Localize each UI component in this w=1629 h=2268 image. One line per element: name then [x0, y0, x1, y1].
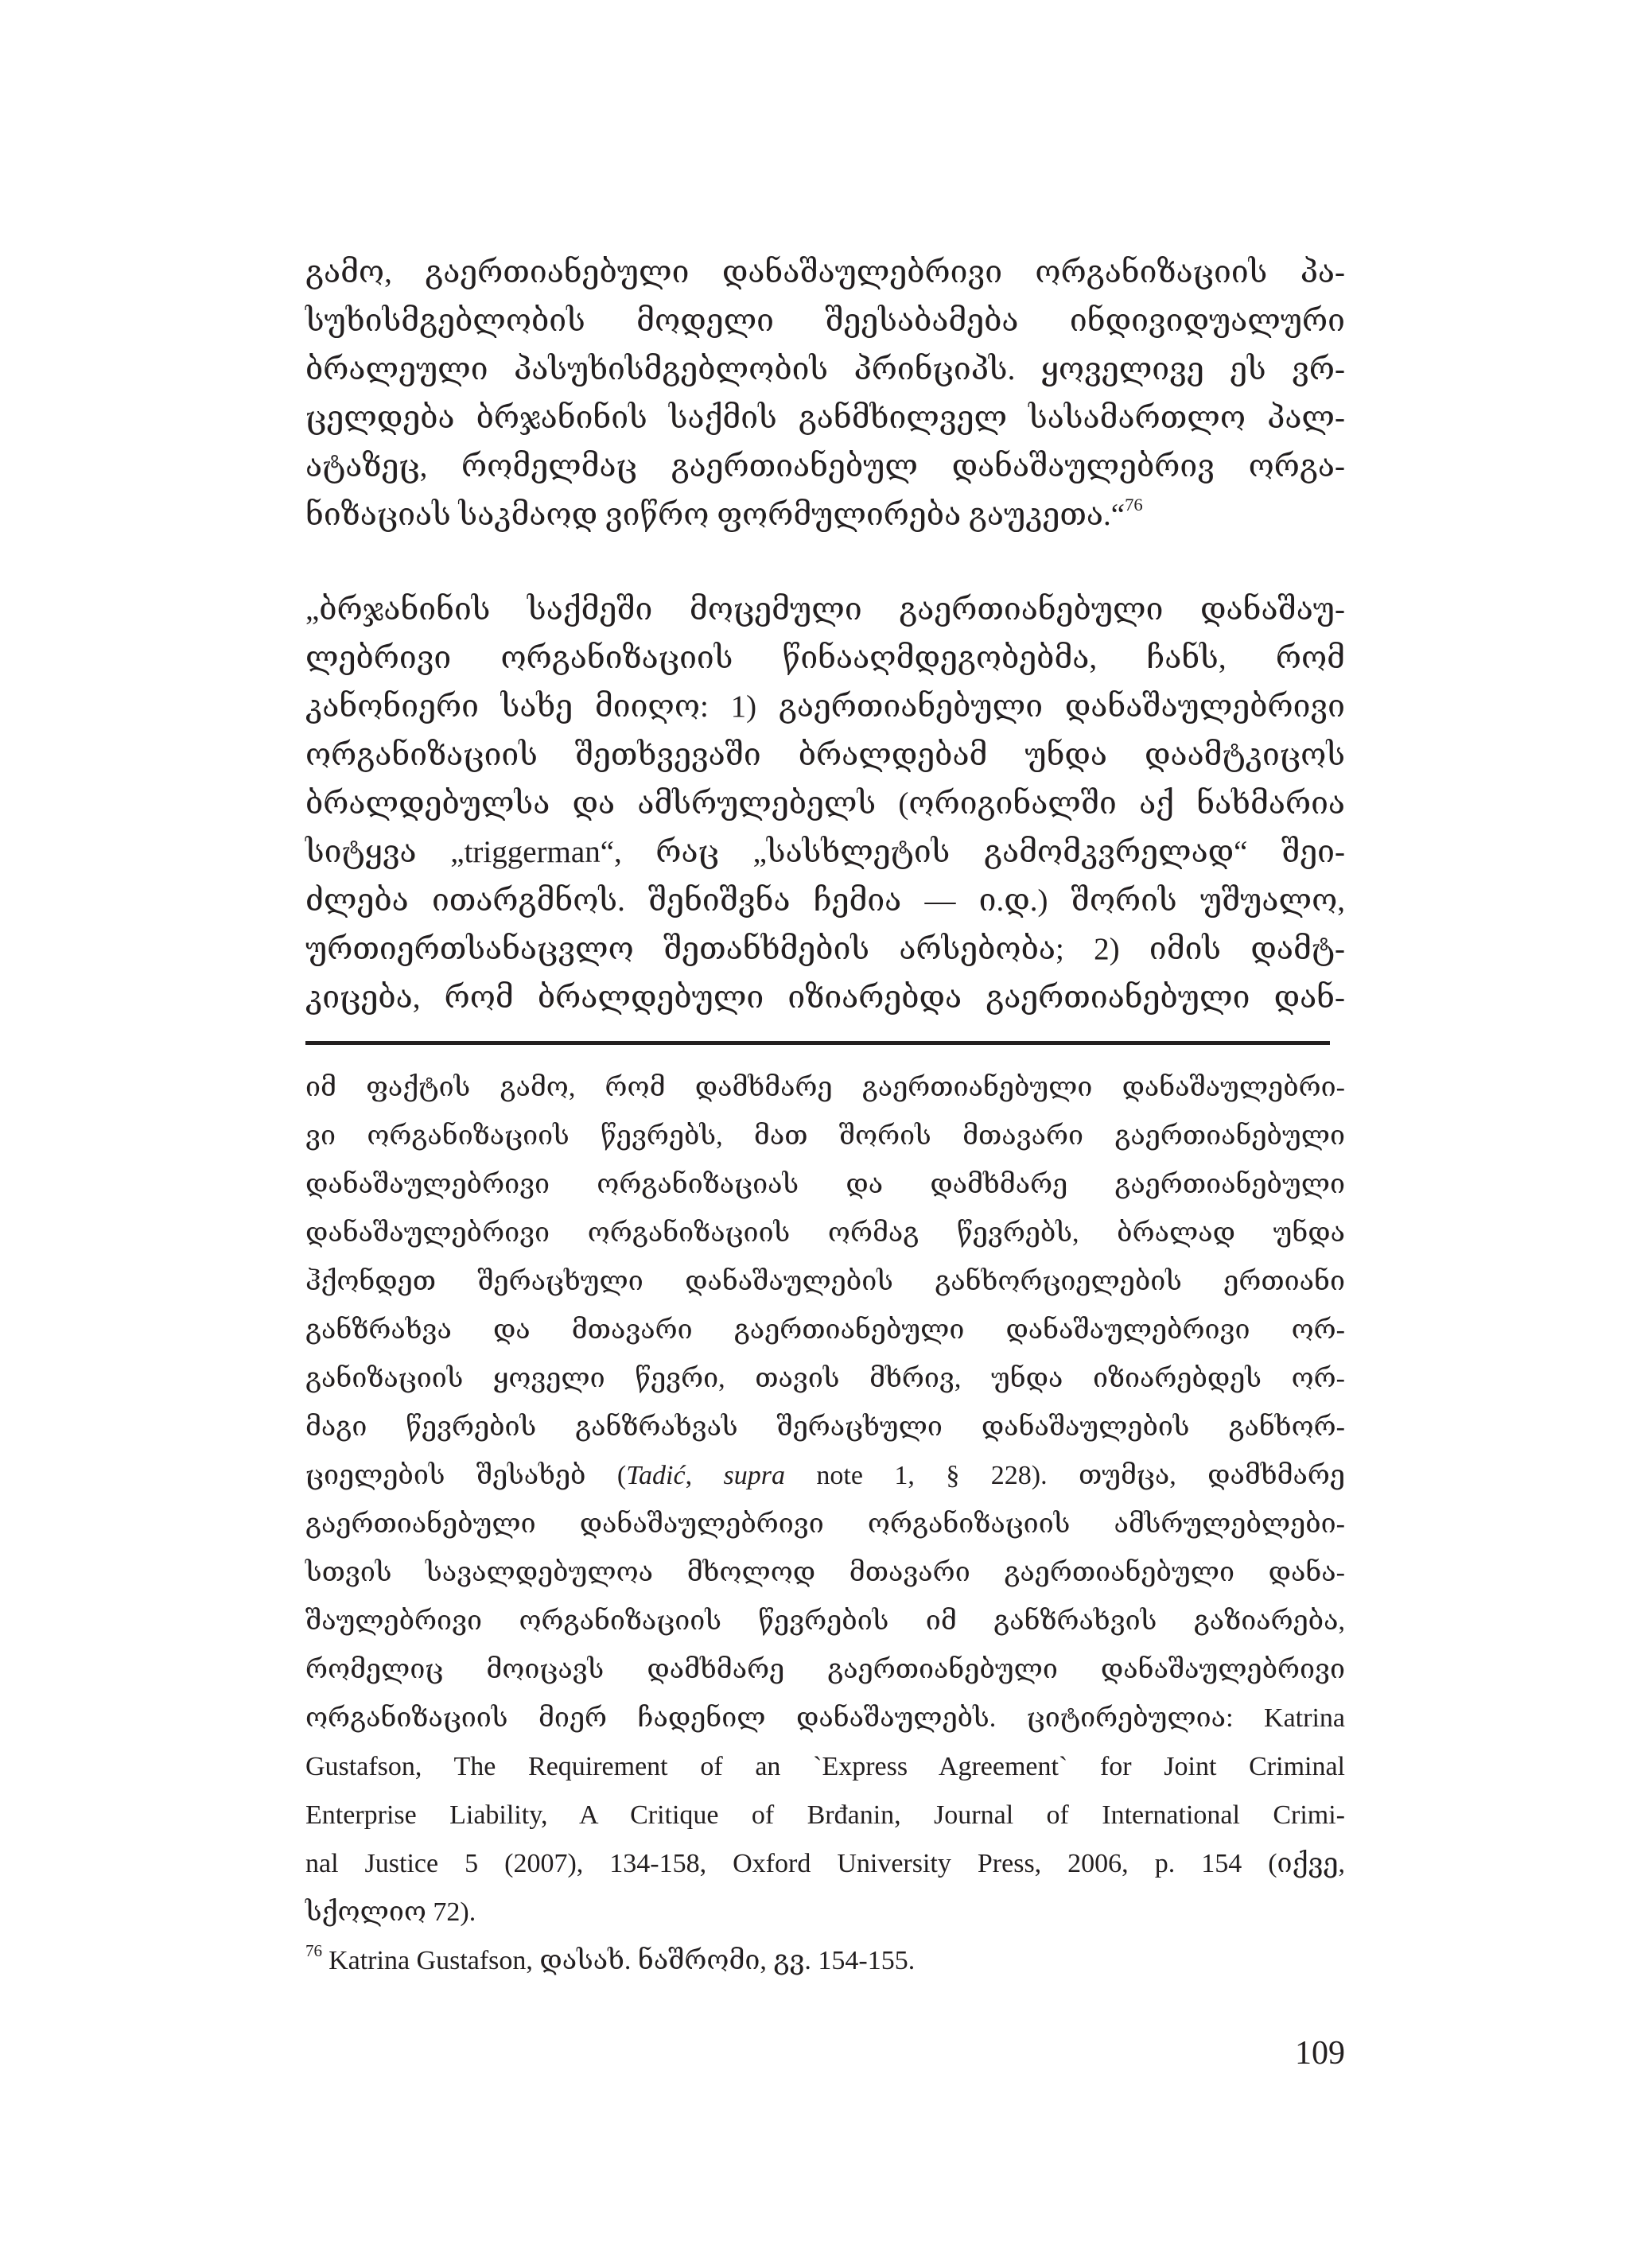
page-number: 109 [1295, 2035, 1345, 2072]
body-line: ძლება ითარგმნოს. შენიშვნა ჩემია — ი.დ.) შორის უშუალო, [305, 884, 1345, 918]
body-line-text: ნიზაციას საკმაოდ ვიწრო ფორმულირება გაუკეთა.“ [305, 498, 1126, 532]
footnote-number: 76 [305, 1941, 323, 1961]
body-line: კიცება, რომ ბრალდებული იზიარებდა გაერთიანებული დან- [305, 981, 1345, 1015]
footnote-76 [305, 1936, 1345, 1985]
footnote-line: რომელიც მოიცავს დამხმარე გაერთიანებული დანაშაულებრივი [305, 1655, 1345, 1684]
footnote-line: განზრახვა და მთავარი გაერთიანებული დანაშაულებრივი ორ- [305, 1315, 1345, 1345]
footnote-line: Gustafson, The Requirement of an `Express Agreement` for Joint Criminal [305, 1752, 1345, 1781]
footnote-line: ჰქონდეთ შერაცხული დანაშაულების განხორციელების ერთიანი [305, 1267, 1345, 1296]
body-line: ბრალდებულსა და ამსრულებელს (ორიგინალში აქ ნახმარია [305, 786, 1345, 821]
body-line: „ბრჯანინის საქმეში მოცემული გაერთიანებული დანაშაუ- [305, 592, 1345, 627]
footnote-line [305, 1451, 1345, 1500]
case-name-italic: Tadić [626, 1461, 686, 1490]
paragraph-1 [305, 248, 1345, 539]
footnote-text: ციელების შესახებ ( [305, 1461, 627, 1490]
footnote-text: , [685, 1461, 724, 1490]
footnote-text: note 1, § 228). თუმცა, დამხმარე [784, 1461, 1346, 1490]
footnote-ref-76: 76 [1125, 494, 1143, 515]
footnote-line: nal Justice 5 (2007), 134-158, Oxford University Press, 2006, p. 154 (იქვე, [305, 1849, 1345, 1878]
body-line [305, 491, 1345, 539]
footnote-76-text: Katrina Gustafson, დასახ. ნაშრომი, გვ. 154-155. [329, 1946, 916, 1975]
footnote-line: ვი ორგანიზაციის წევრებს, მათ შორის მთავარი გაერთიანებული [305, 1121, 1345, 1151]
footnote-line: შაულებრივი ორგანიზაციის წევრების იმ განზრახვის გაზიარება, [305, 1606, 1345, 1636]
footnote-continued [305, 1063, 1345, 1936]
footnote-separator-rule [305, 1041, 1330, 1045]
body-line: ბრალეული პასუხისმგებლობის პრინციპს. ყოველივე ეს ვრ- [305, 352, 1345, 386]
footnotes [305, 1063, 1345, 1985]
footnote-line: დანაშაულებრივი ორგანიზაციას და დამხმარე გაერთიანებული [305, 1170, 1345, 1199]
footnote-line: სთვის სავალდებულოა მხოლოდ მთავარი გაერთიანებული დანა- [305, 1558, 1345, 1587]
main-text [305, 248, 1345, 1022]
body-line: ლებრივი ორგანიზაციის წინააღმდეგობებმა, ჩანს, რომ [305, 641, 1345, 675]
paragraph-2 [305, 585, 1345, 1022]
latin-term-italic: supra [723, 1461, 785, 1490]
body-line: კანონიერი სახე მიიღო: 1) გაერთიანებული დანაშაულებრივი [305, 689, 1345, 724]
body-line: სიტყვა „triggerman“, რაც „სასხლეტის გამომკვრელად“ შეი- [305, 835, 1345, 869]
body-line: ორგანიზაციის შეთხვევაში ბრალდებამ უნდა დაამტკიცოს [305, 738, 1345, 772]
footnote-line: დანაშაულებრივი ორგანიზაციის ორმაგ წევრებს, ბრალად უნდა [305, 1218, 1345, 1248]
body-line: ურთიერთსანაცვლო შეთანხმების არსებობა; 2) იმის დამტ- [305, 932, 1345, 966]
body-line: ატაზეც, რომელმაც გაერთიანებულ დანაშაულებრივ ორგა- [305, 449, 1345, 484]
footnote-line: განიზაციის ყოველი წევრი, თავის მხრივ, უნდა იზიარებდეს ორ- [305, 1364, 1345, 1393]
footnote-line: იმ ფაქტის გამო, რომ დამხმარე გაერთიანებული დანაშაულებრი- [305, 1073, 1345, 1102]
footnote-line: ორგანიზაციის მიერ ჩადენილ დანაშაულებს. ციტირებულია: Katrina [305, 1703, 1345, 1733]
footnote-line: მაგი წევრების განზრახვას შერაცხული დანაშაულების განხორ- [305, 1412, 1345, 1442]
footnote-line: სქოლიო 72). [305, 1897, 476, 1927]
footnote-line: Enterprise Liability, A Critique of Brđanin, Journal of International Crimi- [305, 1800, 1345, 1830]
footnote-line: გაერთიანებული დანაშაულებრივი ორგანიზაციის ამსრულებლები- [305, 1509, 1345, 1539]
body-line: გამო, გაერთიანებული დანაშაულებრივი ორგანიზაციის პა- [305, 255, 1345, 289]
body-line: ცელდება ბრჯანინის საქმის განმხილველ სასამართლო პალ- [305, 401, 1345, 435]
body-line: სუხისმგებლობის მოდელი შეესაბამება ინდივიდუალური [305, 304, 1345, 338]
